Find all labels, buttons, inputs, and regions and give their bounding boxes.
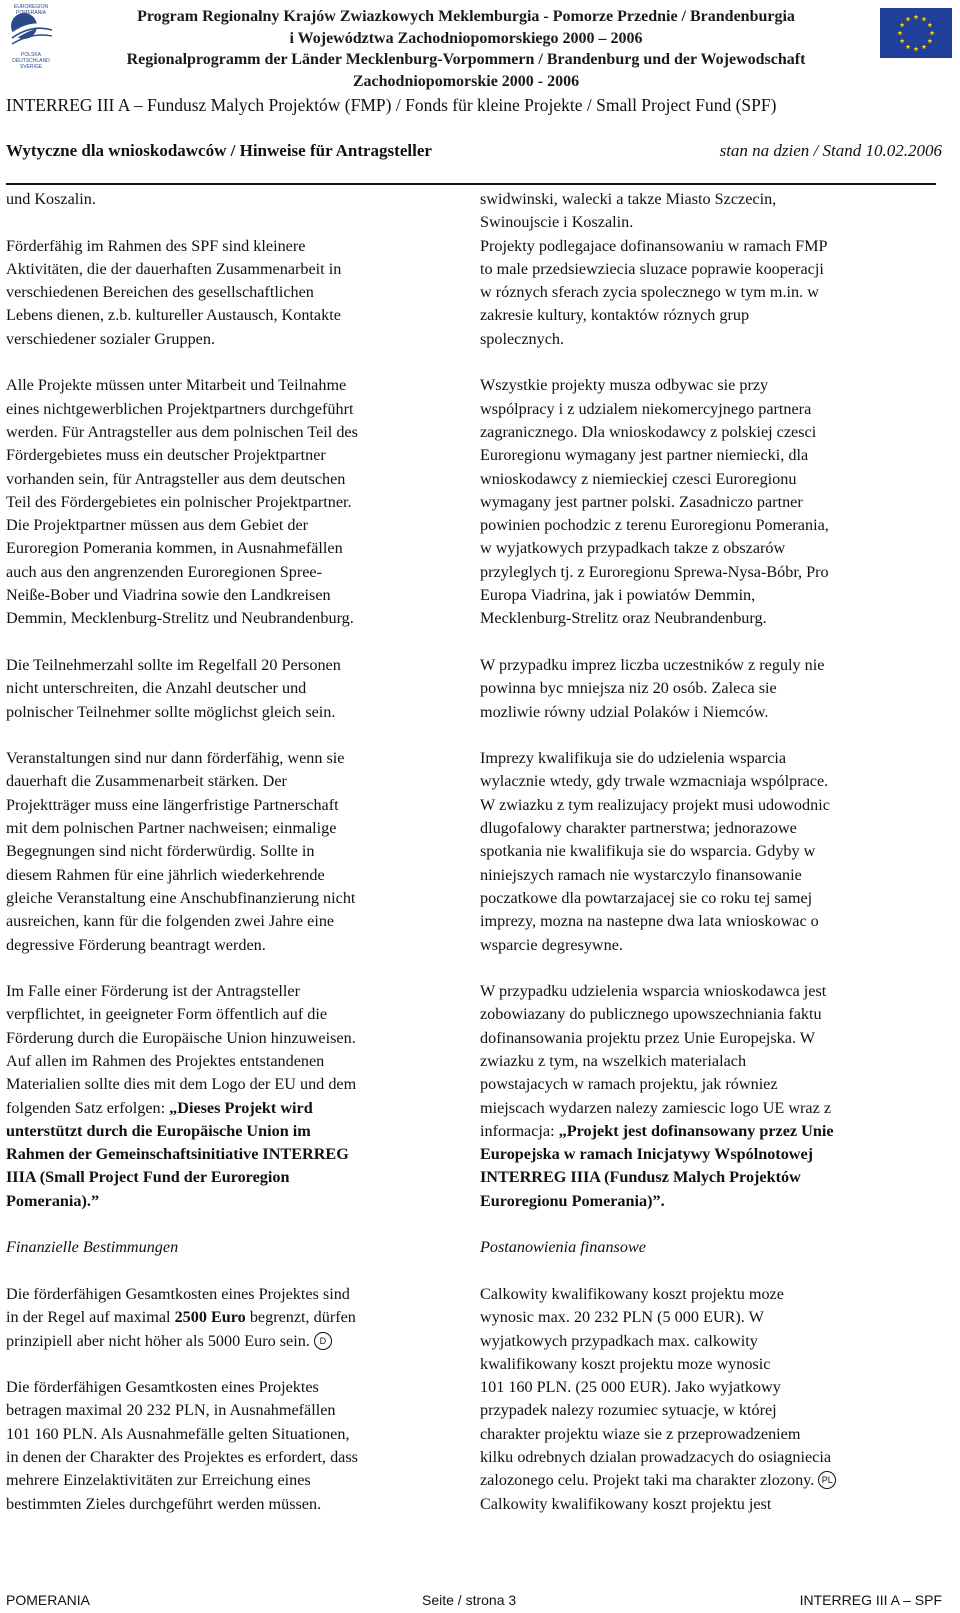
bold-quote: Rahmen der Gemeinschaftsinitiative INTERREG xyxy=(6,1145,349,1164)
text-line: verpflichtet, in geeigneter Form öffentlich auf die xyxy=(6,1005,328,1024)
title-line: Program Regionalny Krajów Zwiazkowych Meklemburgia - Pomorze Przednie / Brandenburgia xyxy=(137,8,795,25)
text-line: powstajacych w ramach projektu, jak równiez xyxy=(480,1075,778,1094)
text-span: begrenzt, dürfen xyxy=(245,1308,356,1327)
text-line: przyleglych tj. z Euroregionu Sprewa-Nysa-Bóbr, Pro xyxy=(480,562,829,581)
text-line: mehrere Einzelaktivitäten zur Erreichung eines xyxy=(6,1471,311,1490)
logo-text-top: EUROREGION xyxy=(13,4,49,10)
text-line: Euroregionu wymagany jest partner niemiecki, dla xyxy=(480,446,809,465)
bold-quote: Euroregionu Pomerania)”. xyxy=(480,1191,665,1210)
title-line: Zachodniopomorskie 2000 - 2006 xyxy=(352,72,580,90)
bold-quote: „Projekt jest dofinansowany przez Unie xyxy=(558,1121,834,1140)
bold-amount: 2500 Euro xyxy=(174,1308,246,1327)
text-line: Calkowity kwalifikowany koszt projektu moze xyxy=(480,1284,784,1303)
text-line xyxy=(480,1190,950,1213)
text-line xyxy=(480,1166,950,1189)
footer-page-number: Seite / strona 3 xyxy=(422,1592,517,1608)
guidelines-heading: Wytyczne dla wnioskodawców / Hinweise für Antragsteller xyxy=(6,141,432,160)
text-line: vorhanden sein, für Antragsteller aus dem deutschen xyxy=(6,469,346,488)
text-line: wynosic max. 20 232 PLN (5 000 EUR). W xyxy=(480,1308,764,1327)
text-line: bestimmten Zieles durchgeführt werden müssen. xyxy=(6,1494,322,1513)
text-line: Materialien sollte dies mit dem Logo der EU und dem xyxy=(6,1075,357,1094)
text-line: diesem Rahmen für eine jährlich wiederkehrende xyxy=(6,865,325,884)
text-line: Förderung durch die Europäische Union hinzuweisen. xyxy=(6,1028,356,1047)
text-line xyxy=(480,1143,950,1166)
text-line: mozliwie równy udzial Polaków i Niemców. xyxy=(480,702,769,721)
text-line: powinna byc mniejsza niz 20 osób. Zaleca sie xyxy=(480,679,777,698)
text-line xyxy=(480,1469,950,1492)
text-line xyxy=(6,1097,468,1120)
text-line xyxy=(6,1120,468,1143)
bold-quote: „Dieses Projekt wird xyxy=(169,1098,313,1117)
text-line: dlugofalowy charakter partnerstwa; jednorazowe xyxy=(480,819,797,838)
text-span: in der Regel auf maximal xyxy=(6,1308,175,1327)
text-line: degressive Förderung beantragt werden. xyxy=(6,935,266,954)
text-line: und Koszalin. xyxy=(6,190,96,208)
text-line: Die Projektpartner müssen aus dem Gebiet der xyxy=(6,516,309,535)
section-heading: Finanzielle Bestimmungen xyxy=(6,1238,179,1257)
text-line: to male przedsiewziecia sluzace poprawie kooperacji xyxy=(480,259,824,278)
section-heading: Postanowienia finansowe xyxy=(480,1238,646,1257)
stand-date: stan na dzien / Stand 10.02.2006 xyxy=(719,141,942,160)
text-line: wylacznie wtedy, gdy trwale wzmacniaja wspólprace. xyxy=(480,772,829,791)
text-line: Die Teilnehmerzahl sollte im Regelfall 20 Personen xyxy=(6,655,341,674)
eu-flag-icon xyxy=(880,8,952,58)
text-line: wspólpracy i z udzialem niekomercyjnego partnera xyxy=(480,399,812,418)
text-line: Veranstaltungen sind nur dann förderfähig, wenn sie xyxy=(6,749,345,768)
text-line: mit dem polnischen Partner nachweisen; einmalige xyxy=(6,819,337,838)
text-line: wnioskodawcy z niemieckiej czesci Euroregionu xyxy=(480,469,797,488)
text-line: ausreichen, kann für die folgenden zwei Jahre eine xyxy=(6,912,335,931)
bold-quote: unterstützt durch die Europäische Union im xyxy=(6,1121,311,1140)
right-column-polish xyxy=(480,188,950,1516)
text-line: Europa Viadrina, jak i powiatów Demmin, xyxy=(480,586,756,605)
text-line: w wyjatkowych przypadkach takze z obszarów xyxy=(480,539,786,558)
text-line: wyjatkowych przypadkach max. calkowity xyxy=(480,1331,758,1350)
text-line: zwiazku z tym, na wszelkich materialach xyxy=(480,1051,747,1070)
text-line: verschiedener sozialer Gruppen. xyxy=(6,329,215,348)
text-line: w róznych sferach zycia spolecznego w tym m.in. w xyxy=(480,283,819,302)
text-line: polnischer Teilnehmer sollte möglichst gleich sein. xyxy=(6,702,336,721)
left-column-german xyxy=(6,188,468,1516)
bold-quote: IIIA (Small Project Fund der Euroregion xyxy=(6,1168,290,1187)
text-line: Neiße-Bober und Viadrina sowie den Landkreisen xyxy=(6,586,331,605)
text-line: Die förderfähigen Gesamtkosten eines Projektes sind xyxy=(6,1284,350,1303)
footer-left: POMERANIA xyxy=(6,1592,91,1608)
text-line: in denen der Charakter des Projektes es erfordert, dass xyxy=(6,1448,358,1467)
text-line: Euroregion Pomerania kommen, in Ausnahmefällen xyxy=(6,539,343,558)
text-line: Fördergebietes muss ein deutscher Projektpartner xyxy=(6,446,326,465)
text-line: Alle Projekte müssen unter Mitarbeit und Teilnahme xyxy=(6,376,347,395)
text-line: eines nichtgewerblichen Projektpartners durchgeführt xyxy=(6,399,354,418)
logo-text-top2: POMERANIA xyxy=(15,10,46,16)
text-line xyxy=(480,1120,950,1143)
text-line: Im Falle einer Förderung ist der Antragsteller xyxy=(6,982,300,1001)
text-line: Projektträger muss eine längerfristige Partnerschaft xyxy=(6,795,339,814)
text-line: Förderfähig im Rahmen des SPF sind kleinere xyxy=(6,236,306,255)
text-span: prinzipiell aber nicht höher als 5000 Euro sein. xyxy=(6,1331,310,1350)
title-line: Regionalprogramm der Länder Mecklenburg-Vorpommern / Brandenburg und der Wojewodschaft xyxy=(126,51,806,68)
text-line: charakter projektu wiaze sie z przeprowadzeniem xyxy=(480,1424,801,1443)
text-line: auch aus den angrenzenden Euroregionen Spree- xyxy=(6,562,322,581)
text-line: wymagany jest partner polski. Zasadniczo partner xyxy=(480,492,803,511)
text-line: Mecklenburg-Strelitz oraz Neubrandenburg. xyxy=(480,609,767,628)
header-divider xyxy=(6,183,936,185)
text-line: betragen maximal 20 232 PLN, in Ausnahmefällen xyxy=(6,1401,336,1420)
logo-text-se: SVERIGE xyxy=(19,64,43,70)
text-line: Die förderfähigen Gesamtkosten eines Projektes xyxy=(6,1378,319,1397)
text-line: 101 160 PLN. (25 000 EUR). Jako wyjatkowy xyxy=(480,1378,781,1397)
text-line: W przypadku udzielenia wsparcia wnioskodawca jest xyxy=(480,982,827,1001)
text-line: Imprezy kwalifikuja sie do udzielenia wsparcia xyxy=(480,749,787,768)
text-line: Auf allen im Rahmen des Projektes entstandenen xyxy=(6,1051,325,1070)
text-line: Teil des Fördergebietes ein polnischer Projektpartner. xyxy=(6,492,352,511)
text-line xyxy=(6,1190,468,1213)
text-line: swidwinski, walecki a takze Miasto Szczecin, xyxy=(480,190,777,208)
text-line: Swinoujscie i Koszalin. xyxy=(480,213,634,232)
text-line: Projekty podlegajace dofinansowaniu w ramach FMP xyxy=(480,236,828,255)
text-line: werden. Für Antragsteller aus dem polnischen Teil des xyxy=(6,422,358,441)
text-line: niniejszych ramach nie wystarczylo finansowanie xyxy=(480,865,802,884)
text-line: spotkania nie kwalifikuja sie do wsparcia. Gdyby w xyxy=(480,842,816,861)
text-line: W zwiazku z tym realizujacy projekt musi udowodnic xyxy=(480,795,830,814)
text-line: W przypadku imprez liczba uczestników z reguly nie xyxy=(480,655,825,674)
logo-text-de: DEUTSCHLAND xyxy=(12,58,50,64)
text-line: zobowiazany do publicznego upowszechniania faktu xyxy=(480,1005,822,1024)
text-line: nicht unterschreiten, die Anzahl deutscher und xyxy=(6,679,307,698)
text-line: kilku odrebnych dzialan prowadzacych do osiagniecia xyxy=(480,1448,832,1467)
text-line: imprezy, mozna na nastepne dwa lata wnioskowac o xyxy=(480,912,819,931)
text-line: 101 160 PLN. Als Ausnahmefälle gelten Situationen, xyxy=(6,1424,350,1443)
country-d-badge-icon: D xyxy=(314,1332,332,1350)
euroregion-pomerania-logo xyxy=(4,4,58,70)
footer-right: INTERREG III A – SPF xyxy=(799,1592,942,1608)
text-line: spolecznych. xyxy=(480,329,565,348)
program-title xyxy=(60,6,872,92)
text-line: dauerhaft die Zusammenarbeit stärken. Der xyxy=(6,772,287,791)
interreg-program-line: INTERREG III A – Fundusz Malych Projektów (FMP) / Fonds für kleine Projekte / Small Project Fund (SPF) xyxy=(6,95,777,115)
text-span: zalozonego celu. Projekt taki ma charakter zlozony. xyxy=(480,1471,815,1490)
bold-quote: INTERREG IIIA (Fundusz Malych Projektów xyxy=(480,1168,801,1187)
text-line: verschiedenen Bereichen des gesellschaftlichen xyxy=(6,283,314,302)
text-line: wsparcie degresywne. xyxy=(480,935,623,954)
text-line: Lebens dienen, z.b. kultureller Austausch, Kontakte xyxy=(6,306,341,325)
text-line xyxy=(6,1143,468,1166)
title-line: i Województwa Zachodniopomorskiego 2000 – 2006 xyxy=(289,29,643,47)
text-line: Aktivitäten, die der dauerhaften Zusammenarbeit in xyxy=(6,259,342,278)
text-span: folgenden Satz erfolgen: xyxy=(6,1098,170,1117)
text-line: Calkowity kwalifikowany koszt projektu jest xyxy=(480,1494,772,1513)
bold-quote: Europejska w ramach Inicjatywy Wspólnotowej xyxy=(480,1145,814,1164)
text-line xyxy=(6,1330,468,1353)
text-line: miejscach wydarzen nalezy zamiescic logo UE wraz z xyxy=(480,1098,832,1117)
text-line: zakresie kultury, kontaktów róznych grup xyxy=(480,306,750,325)
text-line xyxy=(6,1166,468,1189)
logo-text-pl: POLSKA xyxy=(20,52,41,58)
text-line: dofinansowania projektu przez Unie Europejska. W xyxy=(480,1028,816,1047)
text-line: gleiche Veranstaltung eine Anschubfinanzierung nicht xyxy=(6,888,356,907)
text-line xyxy=(6,1306,468,1329)
page-header xyxy=(0,0,960,180)
text-line: Begegnungen sind nicht förderwürdig. Sollte in xyxy=(6,842,315,861)
text-line: kwalifikowany koszt projektu moze wynosic xyxy=(480,1354,771,1373)
text-line: przypadek nalezy rozumiec sytuacje, w której xyxy=(480,1401,777,1420)
text-span: informacja: xyxy=(480,1121,559,1140)
text-line: powinien pochodzic z terenu Euroregionu Pomerania, xyxy=(480,516,829,535)
text-line: zagranicznego. Dla wnioskodawcy z polskiej czesci xyxy=(480,422,817,441)
country-pl-badge-icon: PL xyxy=(818,1471,836,1489)
text-line: Demmin, Mecklenburg-Strelitz und Neubrandenburg. xyxy=(6,609,354,628)
text-line: poczatkowe dla powtarzajacej sie co roku tej samej xyxy=(480,888,813,907)
text-line: Wszystkie projekty musza odbywac sie przy xyxy=(480,376,769,395)
bold-quote: Pomerania).” xyxy=(6,1191,100,1210)
